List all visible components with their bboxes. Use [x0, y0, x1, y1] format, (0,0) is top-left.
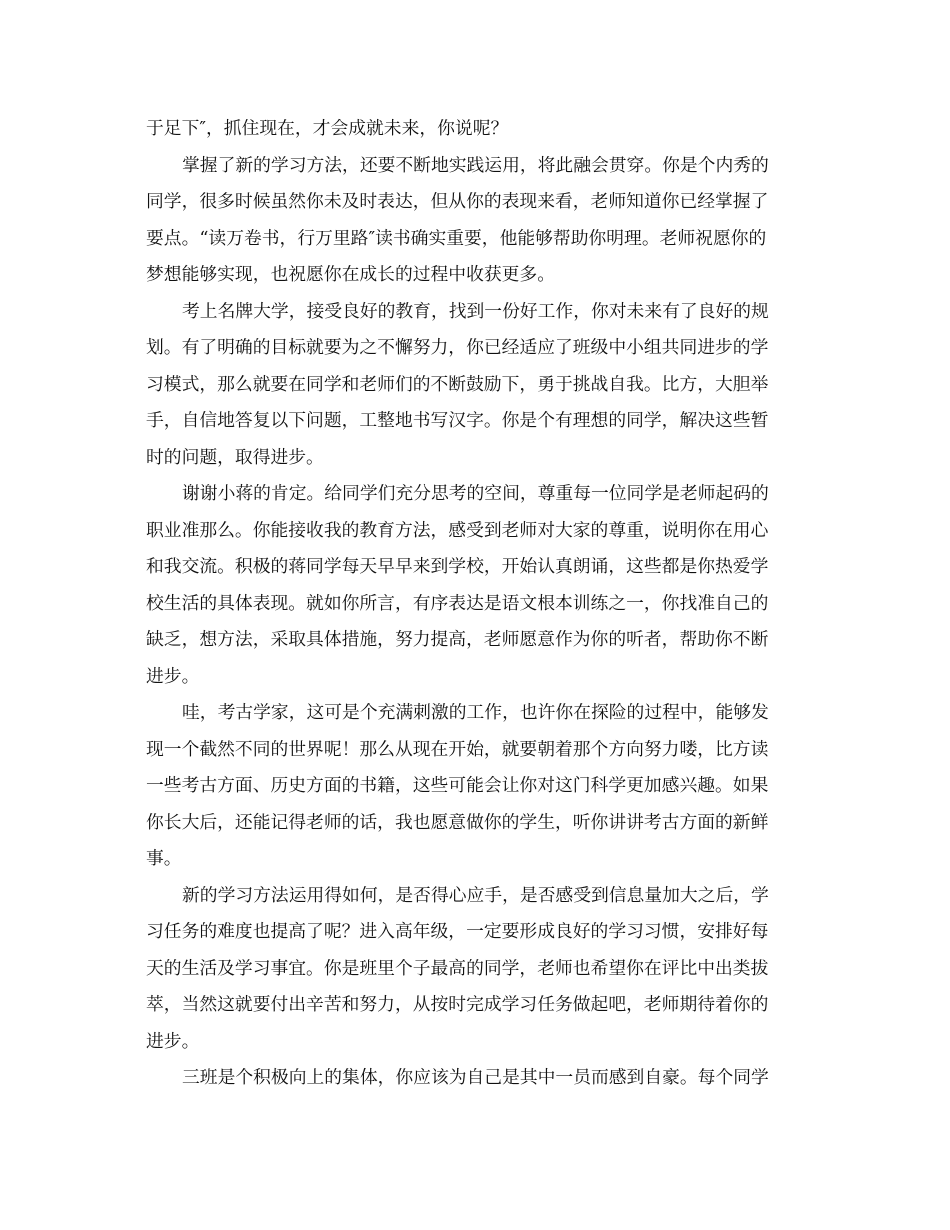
text-line: 一些考古方面、历史方面的书籍，这些可能会让你对这门科学更加感兴趣。如果 [146, 775, 769, 796]
text-line: 梦想能够实现，也祝愿你在成长的过程中收获更多。 [146, 264, 555, 285]
text-line: 天的生活及学习事宜。你是班里个子最高的同学，老师也希望你在评比中出类拔 [146, 958, 769, 979]
paragraph-first-line: 考上名牌大学，接受良好的教育，找到一份好工作，你对未来有了良好的规 [182, 301, 769, 322]
text-line: 进步。 [146, 1031, 200, 1052]
text-line: 要点。“读万卷书，行万里路″读书确实重要，他能够帮助你明理。老师祝愿你的 [146, 228, 767, 249]
text-line: 手，自信地答复以下问题，工整地书写汉字。你是个有理想的同学，解决这些暂 [146, 410, 769, 431]
text-line: 进步。 [146, 666, 200, 687]
text-line: 于足下″，抓住现在，才会成就未来，你说呢？ [146, 118, 509, 139]
text-line: 校生活的具体表现。就如你所言，有序表达是语文根本训练之一，你找准自己的 [146, 593, 769, 614]
text-line: 时的问题，取得进步。 [146, 447, 324, 468]
text-line: 缺乏，想方法，采取具体措施，努力提高，老师愿意作为你的听者，帮助你不断 [146, 629, 769, 650]
text-line: 职业准那么。你能接收我的教育方法，感受到老师对大家的尊重，说明你在用心 [146, 520, 769, 541]
text-line: 同学，很多时候虽然你未及时表达，但从你的表现来看，老师知道你已经掌握了 [146, 191, 769, 212]
text-line: 你长大后，还能记得老师的话，我也愿意做你的学生，听你讲讲考古方面的新鲜 [146, 812, 769, 833]
text-line: 事。 [146, 848, 182, 869]
paragraph-first-line: 谢谢小蒋的肯定。给同学们充分思考的空间，尊重每一位同学是老师起码的 [182, 483, 769, 504]
paragraph-first-line: 哇，考古学家，这可是个充满刺激的工作，也许你在探险的过程中，能够发 [182, 702, 769, 723]
text-line: 习模式，那么就要在同学和老师们的不断鼓励下，勇于挑战自我。比方，大胆举 [146, 374, 769, 395]
paragraph-first-line: 三班是个积极向上的集体，你应该为自己是其中一员而感到自豪。每个同学 [182, 1067, 769, 1088]
text-line: 习任务的难度也提高了呢？进入高年级，一定要形成良好的学习习惯，安排好每 [146, 921, 769, 942]
paragraph-first-line: 新的学习方法运用得如何，是否得心应手，是否感受到信息量加大之后，学 [182, 885, 769, 906]
text-line: 萃，当然这就要付出辛苦和努力，从按时完成学习任务做起吧，老师期待着你的 [146, 994, 769, 1015]
text-line: 划。有了明确的目标就要为之不懈努力，你已经适应了班级中小组共同进步的学 [146, 337, 769, 358]
text-line: 和我交流。积极的蒋同学每天早早来到学校，开始认真朗诵，这些都是你热爱学 [146, 556, 769, 577]
text-line: 现一个截然不同的世界呢！那么从现在开始，就要朝着那个方向努力喽，比方读 [146, 739, 769, 760]
paragraph-first-line: 掌握了新的学习方法，还要不断地实践运用，将此融会贯穿。你是个内秀的 [182, 155, 769, 176]
